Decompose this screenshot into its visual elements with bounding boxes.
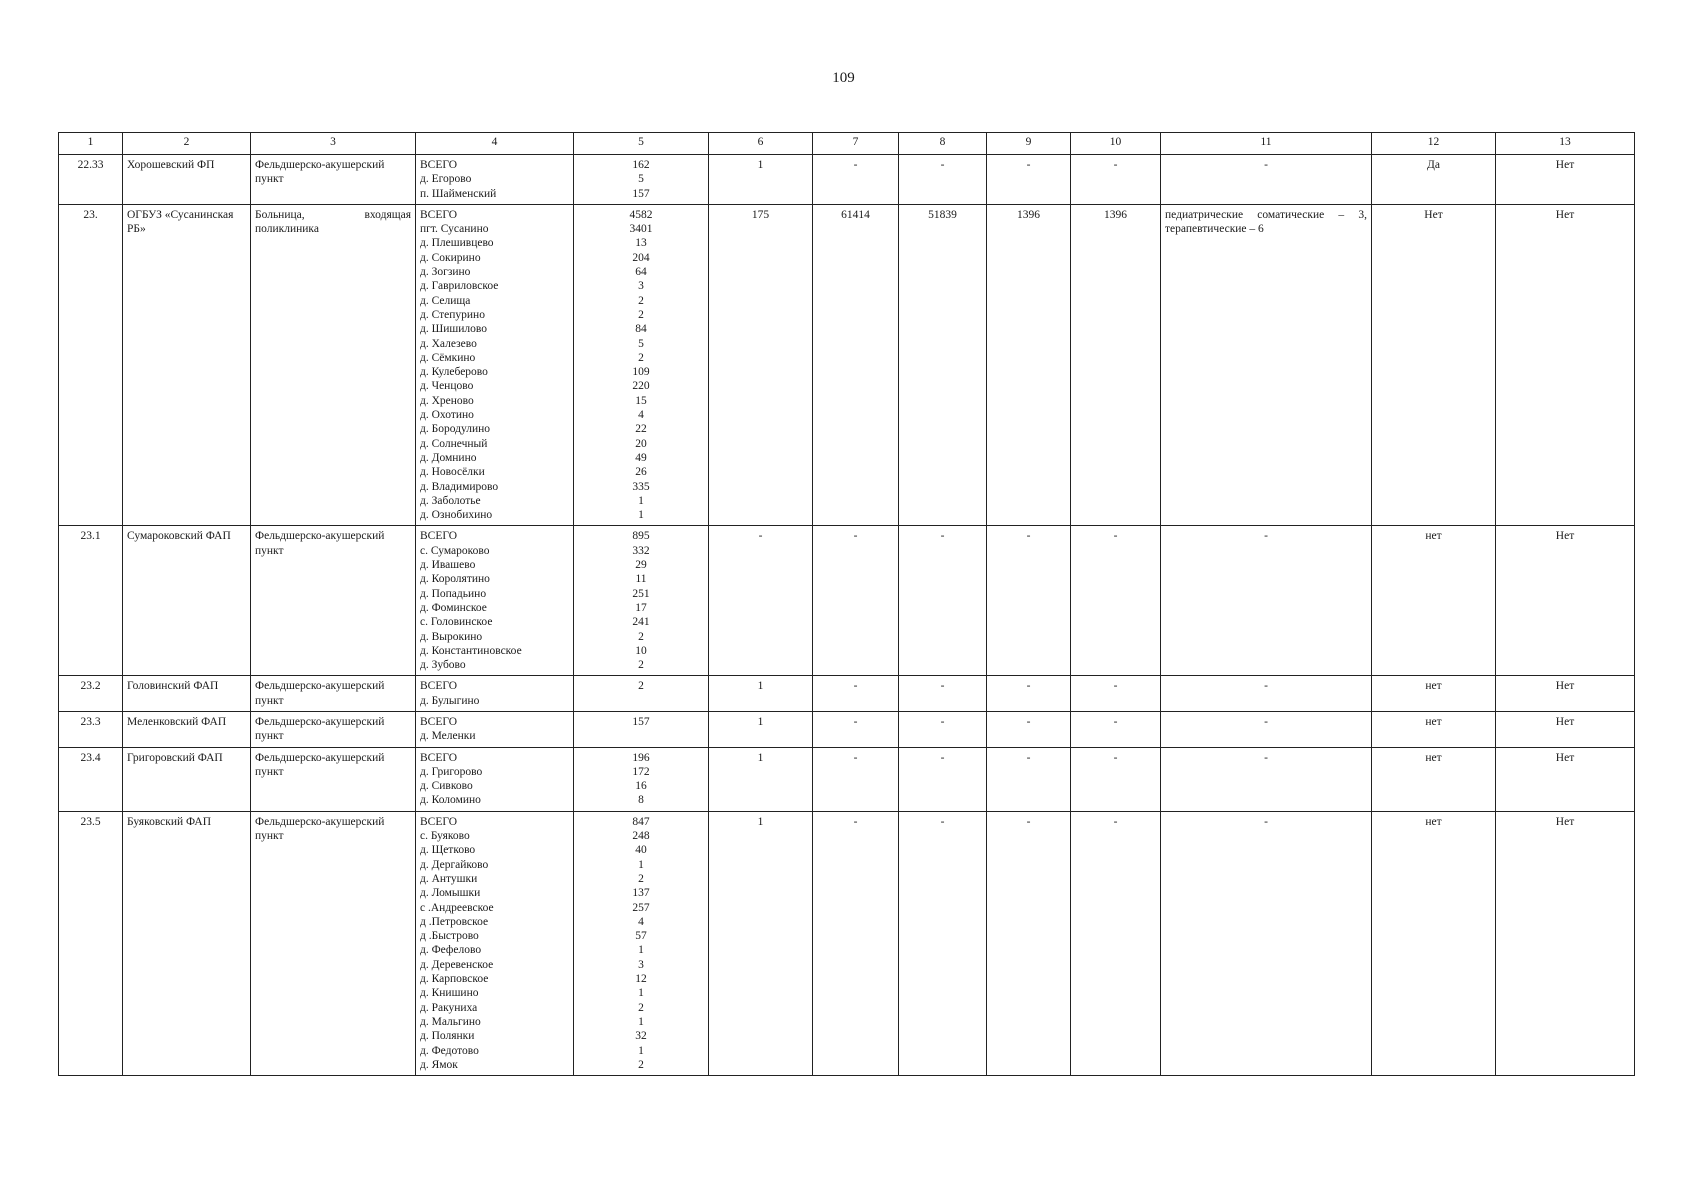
cell-c13: Нет (1496, 526, 1635, 676)
column-header-6: 6 (709, 133, 813, 155)
settlement-name: ВСЕГО (420, 815, 458, 828)
facility-name: Буяковский ФАП (123, 811, 251, 1075)
settlement-name: д. Заболотье (420, 494, 481, 507)
cell-c8: - (899, 811, 987, 1075)
population-value: 3 (638, 958, 644, 971)
settlements-cell (416, 747, 574, 811)
table-row (59, 711, 1635, 747)
population-value: 220 (632, 380, 650, 393)
facility-name: Головинский ФАП (123, 676, 251, 712)
column-header-13: 13 (1496, 133, 1635, 155)
settlement-name: д. Владимирово (420, 480, 499, 493)
population-value: 5 (638, 337, 644, 350)
population-value: 204 (632, 251, 650, 264)
settlement-name: д. Степурино (420, 308, 485, 321)
cell-c9: - (987, 155, 1071, 205)
population-cell (574, 711, 709, 747)
cell-c10: - (1071, 711, 1161, 747)
cell-c7: - (813, 155, 899, 205)
settlement-name: д. Вырокино (420, 630, 483, 643)
population-value: 109 (632, 366, 650, 379)
row-number: 23.1 (59, 526, 123, 676)
population-cell (574, 747, 709, 811)
settlements-cell (416, 526, 574, 676)
population-value: 17 (635, 601, 647, 614)
facility-type: Фельдшерско-акушерский пункт (251, 526, 416, 676)
column-header-10: 10 (1071, 133, 1161, 155)
cell-c6: 1 (709, 711, 813, 747)
cell-c13: Нет (1496, 811, 1635, 1075)
cell-c6: 1 (709, 747, 813, 811)
settlement-name: д. Константиновское (420, 644, 522, 657)
row-number: 23. (59, 204, 123, 526)
cell-c13: Нет (1496, 711, 1635, 747)
column-header-9: 9 (987, 133, 1071, 155)
population-value: 2 (638, 294, 644, 307)
cell-c11: - (1161, 711, 1372, 747)
cell-c11: - (1161, 811, 1372, 1075)
settlement-name: д. Селища (420, 294, 471, 307)
population-value: 1 (638, 944, 644, 957)
population-value: 1 (638, 987, 644, 1000)
settlement-name: д. Халезево (420, 337, 477, 350)
population-value: 49 (635, 451, 647, 464)
facility-name: Сумароковский ФАП (123, 526, 251, 676)
page-number: 109 (832, 70, 855, 86)
column-header-7: 7 (813, 133, 899, 155)
settlement-name: д. Ивашево (420, 559, 476, 572)
cell-c6: 1 (709, 811, 813, 1075)
cell-c6: 1 (709, 676, 813, 712)
settlement-name: д. Попадьино (420, 587, 487, 600)
population-value: 251 (632, 587, 650, 600)
cell-c9: - (987, 526, 1071, 676)
settlement-name: д. Мальгино (420, 1015, 481, 1028)
table-row (59, 526, 1635, 676)
settlements-cell (416, 811, 574, 1075)
facility-name: ОГБУЗ «Сусанинская РБ» (123, 204, 251, 526)
population-value: 29 (635, 559, 647, 572)
cell-c8: - (899, 155, 987, 205)
cell-c10: - (1071, 526, 1161, 676)
row-number: 22.33 (59, 155, 123, 205)
population-value: 241 (632, 616, 650, 629)
cell-c7: - (813, 747, 899, 811)
settlement-name: д. Деревенское (420, 958, 494, 971)
settlement-name: д. Книшино (420, 987, 479, 1000)
population-value: 57 (635, 930, 647, 943)
population-value: 1 (638, 858, 644, 871)
settlement-name: д. Плешивцево (420, 237, 494, 250)
population-value: 11 (635, 573, 647, 586)
cell-c9: - (987, 676, 1071, 712)
cell-c10: - (1071, 811, 1161, 1075)
population-value: 2 (638, 1001, 644, 1014)
facility-table (58, 132, 1635, 1076)
population-cell (574, 155, 709, 205)
row-number: 23.4 (59, 747, 123, 811)
population-value: 1 (638, 1015, 644, 1028)
column-header-2: 2 (123, 133, 251, 155)
population-value: 3401 (629, 223, 653, 236)
settlement-name: с .Андреевское (420, 901, 494, 914)
settlement-name: ВСЕГО (420, 530, 458, 543)
cell-c12: Нет (1372, 204, 1496, 526)
settlements-cell (416, 155, 574, 205)
table-body (59, 155, 1635, 1076)
settlement-name: д. Ознобихино (420, 509, 493, 522)
settlement-name: д .Петровское (420, 915, 489, 928)
settlement-name: д. Бородулино (420, 423, 491, 436)
settlement-name: д. Солнечный (420, 437, 488, 450)
column-header-12: 12 (1372, 133, 1496, 155)
cell-c7: 61414 (813, 204, 899, 526)
cell-c12: Да (1372, 155, 1496, 205)
settlement-name: д. Шишилово (420, 323, 487, 336)
settlement-name: д. Зубово (420, 659, 466, 672)
settlements-cell (416, 204, 574, 526)
settlement-name: д. Гавриловское (420, 280, 499, 293)
population-value: 157 (632, 187, 650, 200)
settlement-name: д. Меленки (420, 730, 476, 743)
population-value: 13 (635, 237, 647, 250)
population-value: 2 (638, 630, 644, 643)
population-cell (574, 204, 709, 526)
cell-c7: - (813, 811, 899, 1075)
settlement-name: д. Щетково (420, 844, 476, 857)
settlement-name: д. Фефелово (420, 944, 482, 957)
settlement-name: с. Буяково (420, 830, 470, 843)
settlement-name: д. Сокирино (420, 251, 481, 264)
row-number: 23.2 (59, 676, 123, 712)
cell-c6: - (709, 526, 813, 676)
facility-type: Больница, входящая поликлиника (251, 204, 416, 526)
cell-c13: Нет (1496, 204, 1635, 526)
cell-c13: Нет (1496, 747, 1635, 811)
population-value: 248 (632, 830, 650, 843)
population-value: 32 (635, 1030, 647, 1043)
settlement-name: с. Головинское (420, 616, 493, 629)
settlement-name: д. Карповское (420, 973, 489, 986)
cell-c12: нет (1372, 811, 1496, 1075)
population-value: 1 (638, 509, 644, 522)
population-value: 847 (632, 815, 650, 828)
population-cell (574, 526, 709, 676)
settlement-name: с. Сумароково (420, 544, 490, 557)
cell-c10: - (1071, 747, 1161, 811)
settlement-name: ВСЕГО (420, 751, 458, 764)
table-row (59, 747, 1635, 811)
table-header (59, 133, 1635, 155)
cell-c8: - (899, 676, 987, 712)
column-header-4: 4 (416, 133, 574, 155)
column-header-5: 5 (574, 133, 709, 155)
cell-c11: - (1161, 526, 1372, 676)
population-value: 64 (635, 266, 647, 279)
population-value: 2 (638, 872, 644, 885)
population-value: 22 (635, 423, 647, 436)
cell-c11: педиатрические соматические – 3, терапевтические – 6 (1161, 204, 1372, 526)
cell-c10: 1396 (1071, 204, 1161, 526)
settlement-name: д. Ракуниха (420, 1001, 478, 1014)
population-value: 2 (638, 659, 644, 672)
cell-c13: Нет (1496, 676, 1635, 712)
population-value: 4 (638, 915, 644, 928)
cell-c8: - (899, 526, 987, 676)
population-value: 4 (638, 409, 644, 422)
settlement-name: д. Антушки (420, 872, 478, 885)
population-value: 1 (638, 1044, 644, 1057)
population-value: 5 (638, 173, 644, 186)
settlement-name: д. Новосёлки (420, 466, 485, 479)
cell-c10: - (1071, 155, 1161, 205)
settlement-name: д. Сёмкино (420, 351, 476, 364)
settlements-cell (416, 676, 574, 712)
population-value: 2 (638, 680, 644, 693)
settlement-name: пгт. Сусанино (420, 223, 489, 236)
settlements-cell (416, 711, 574, 747)
cell-c13: Нет (1496, 155, 1635, 205)
facility-type: Фельдшерско-акушерский пункт (251, 155, 416, 205)
settlement-name: д. Егорово (420, 173, 472, 186)
settlement-name: ВСЕГО (420, 159, 458, 171)
cell-c9: - (987, 711, 1071, 747)
column-header-8: 8 (899, 133, 987, 155)
cell-c11: - (1161, 155, 1372, 205)
facility-name: Меленковский ФАП (123, 711, 251, 747)
cell-c9: - (987, 747, 1071, 811)
settlement-name: д. Ломышки (420, 887, 481, 900)
settlement-name: д. Дергайково (420, 858, 489, 871)
facility-type: Фельдшерско-акушерский пункт (251, 676, 416, 712)
settlement-name: д. Федотово (420, 1044, 479, 1057)
population-value: 172 (632, 765, 650, 778)
facility-name: Григоровский ФАП (123, 747, 251, 811)
cell-c12: нет (1372, 526, 1496, 676)
cell-c8: - (899, 711, 987, 747)
population-value: 40 (635, 844, 647, 857)
table-row (59, 204, 1635, 526)
settlement-name: д .Быстрово (420, 930, 479, 943)
population-value: 4582 (629, 208, 653, 221)
column-header-1: 1 (59, 133, 123, 155)
cell-c12: нет (1372, 711, 1496, 747)
settlement-name: д. Ченцово (420, 380, 474, 393)
row-number: 23.5 (59, 811, 123, 1075)
settlement-name: д. Кулеберово (420, 366, 488, 379)
header-row (59, 133, 1635, 155)
population-value: 2 (638, 1058, 644, 1071)
cell-c11: - (1161, 747, 1372, 811)
population-value: 257 (632, 901, 650, 914)
cell-c8: - (899, 747, 987, 811)
cell-c8: 51839 (899, 204, 987, 526)
population-value: 1 (638, 494, 644, 507)
population-value: 895 (632, 530, 650, 543)
population-value: 12 (635, 973, 647, 986)
cell-c9: - (987, 811, 1071, 1075)
table-row (59, 155, 1635, 205)
population-value: 84 (635, 323, 647, 336)
population-cell (574, 811, 709, 1075)
settlement-name: д. Охотино (420, 409, 474, 422)
settlement-name: д. Сивково (420, 780, 473, 793)
settlement-name: д. Хреново (420, 394, 474, 407)
settlement-name: ВСЕГО (420, 680, 458, 693)
settlement-name: д. Королятино (420, 573, 490, 586)
population-value: 8 (638, 794, 644, 807)
cell-c7: - (813, 526, 899, 676)
population-value: 20 (635, 437, 647, 450)
cell-c12: нет (1372, 676, 1496, 712)
population-value: 16 (635, 780, 647, 793)
population-value: 335 (632, 480, 650, 493)
column-header-3: 3 (251, 133, 416, 155)
column-header-11: 11 (1161, 133, 1372, 155)
settlement-name: д. Домнино (420, 451, 477, 464)
population-value: 26 (635, 466, 647, 479)
population-value: 2 (638, 308, 644, 321)
population-value: 3 (638, 280, 644, 293)
settlement-name: п. Шайменский (420, 187, 497, 200)
population-cell (574, 676, 709, 712)
population-value: 15 (635, 394, 647, 407)
settlement-name: д. Фоминское (420, 601, 487, 614)
facility-type: Фельдшерско-акушерский пункт (251, 811, 416, 1075)
settlement-name: д. Зогзино (420, 266, 471, 279)
population-value: 332 (632, 544, 650, 557)
settlement-name: д. Ямок (420, 1058, 458, 1071)
cell-c11: - (1161, 676, 1372, 712)
population-value: 162 (632, 159, 650, 171)
settlement-name: ВСЕГО (420, 715, 458, 728)
cell-c10: - (1071, 676, 1161, 712)
cell-c6: 1 (709, 155, 813, 205)
settlement-name: д. Полянки (420, 1030, 475, 1043)
population-value: 196 (632, 751, 650, 764)
population-value: 157 (632, 715, 650, 728)
table-row (59, 811, 1635, 1075)
cell-c6: 175 (709, 204, 813, 526)
table-row (59, 676, 1635, 712)
population-value: 2 (638, 351, 644, 364)
cell-c9: 1396 (987, 204, 1071, 526)
settlement-name: д. Булыгино (420, 694, 480, 707)
cell-c7: - (813, 711, 899, 747)
cell-c7: - (813, 676, 899, 712)
population-value: 10 (635, 644, 647, 657)
settlement-name: ВСЕГО (420, 208, 458, 221)
settlement-name: д. Коломино (420, 794, 481, 807)
settlement-name: д. Григорово (420, 765, 483, 778)
facility-type: Фельдшерско-акушерский пункт (251, 747, 416, 811)
population-value: 137 (632, 887, 650, 900)
row-number: 23.3 (59, 711, 123, 747)
facility-name: Хорошевский ФП (123, 155, 251, 205)
facility-type: Фельдшерско-акушерский пункт (251, 711, 416, 747)
cell-c12: нет (1372, 747, 1496, 811)
